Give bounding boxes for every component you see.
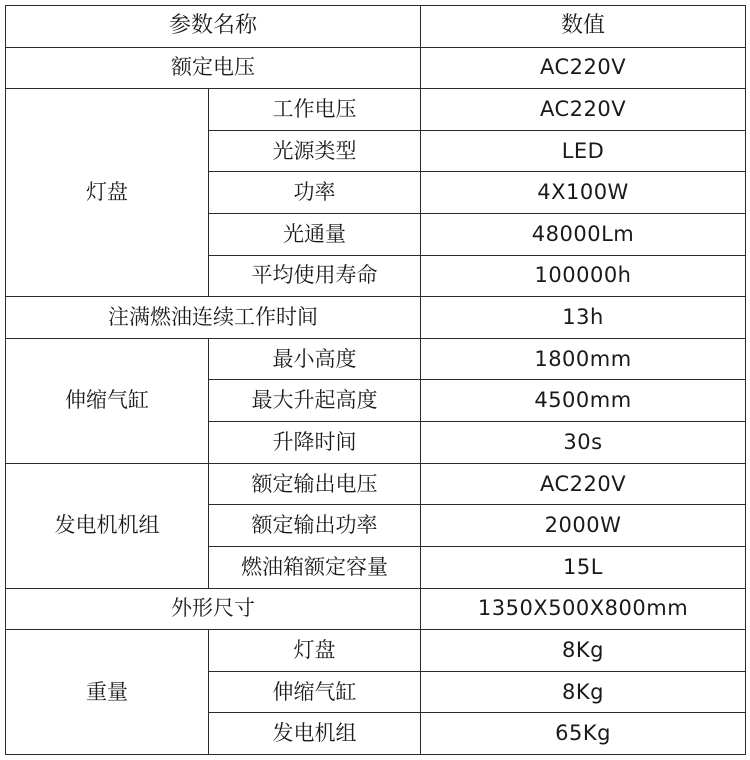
lamp-item-label: 功率 xyxy=(209,172,421,214)
generator-item-label: 燃油箱额定容量 xyxy=(209,546,421,588)
table-row xyxy=(6,630,746,672)
header-value: 数值 xyxy=(421,6,746,48)
lamp-item-value: 4X100W xyxy=(421,172,746,214)
header-row xyxy=(6,6,746,48)
generator-item-value: AC220V xyxy=(421,463,746,505)
weight-item-value: 8Kg xyxy=(421,671,746,713)
cylinder-item-value: 4500mm xyxy=(421,380,746,422)
weight-item-value: 8Kg xyxy=(421,630,746,672)
table-row xyxy=(6,463,746,505)
weight-item-label: 发电机组 xyxy=(209,713,421,755)
weight-item-label: 伸缩气缸 xyxy=(209,671,421,713)
table-row xyxy=(6,588,746,630)
lamp-group-label: 灯盘 xyxy=(6,89,209,297)
lamp-item-label: 工作电压 xyxy=(209,89,421,131)
runtime-value: 13h xyxy=(421,297,746,339)
header-name: 参数名称 xyxy=(6,6,421,48)
dimensions-label: 外形尺寸 xyxy=(6,588,421,630)
lamp-item-label: 光通量 xyxy=(209,214,421,256)
dimensions-value: 1350X500X800mm xyxy=(421,588,746,630)
table-row xyxy=(6,47,746,89)
runtime-label: 注满燃油连续工作时间 xyxy=(6,297,421,339)
cylinder-item-label: 升降时间 xyxy=(209,422,421,464)
generator-item-value: 15L xyxy=(421,546,746,588)
cylinder-item-label: 最大升起高度 xyxy=(209,380,421,422)
lamp-item-label: 光源类型 xyxy=(209,130,421,172)
cylinder-item-value: 1800mm xyxy=(421,338,746,380)
weight-group-label: 重量 xyxy=(6,630,209,755)
table-row xyxy=(6,338,746,380)
generator-group-label: 发电机机组 xyxy=(6,463,209,588)
lamp-item-value: 100000h xyxy=(421,255,746,297)
lamp-item-value: AC220V xyxy=(421,89,746,131)
generator-item-value: 2000W xyxy=(421,505,746,547)
lamp-item-value: 48000Lm xyxy=(421,214,746,256)
weight-item-label: 灯盘 xyxy=(209,630,421,672)
weight-item-value: 65Kg xyxy=(421,713,746,755)
cylinder-group-label: 伸缩气缸 xyxy=(6,338,209,463)
generator-item-label: 额定输出功率 xyxy=(209,505,421,547)
table-row xyxy=(6,89,746,131)
rated-voltage-label: 额定电压 xyxy=(6,47,421,89)
lamp-item-value: LED xyxy=(421,130,746,172)
cylinder-item-label: 最小高度 xyxy=(209,338,421,380)
generator-item-label: 额定输出电压 xyxy=(209,463,421,505)
spec-table xyxy=(5,5,746,755)
cylinder-item-value: 30s xyxy=(421,422,746,464)
table-row xyxy=(6,297,746,339)
lamp-item-label: 平均使用寿命 xyxy=(209,255,421,297)
rated-voltage-value: AC220V xyxy=(421,47,746,89)
